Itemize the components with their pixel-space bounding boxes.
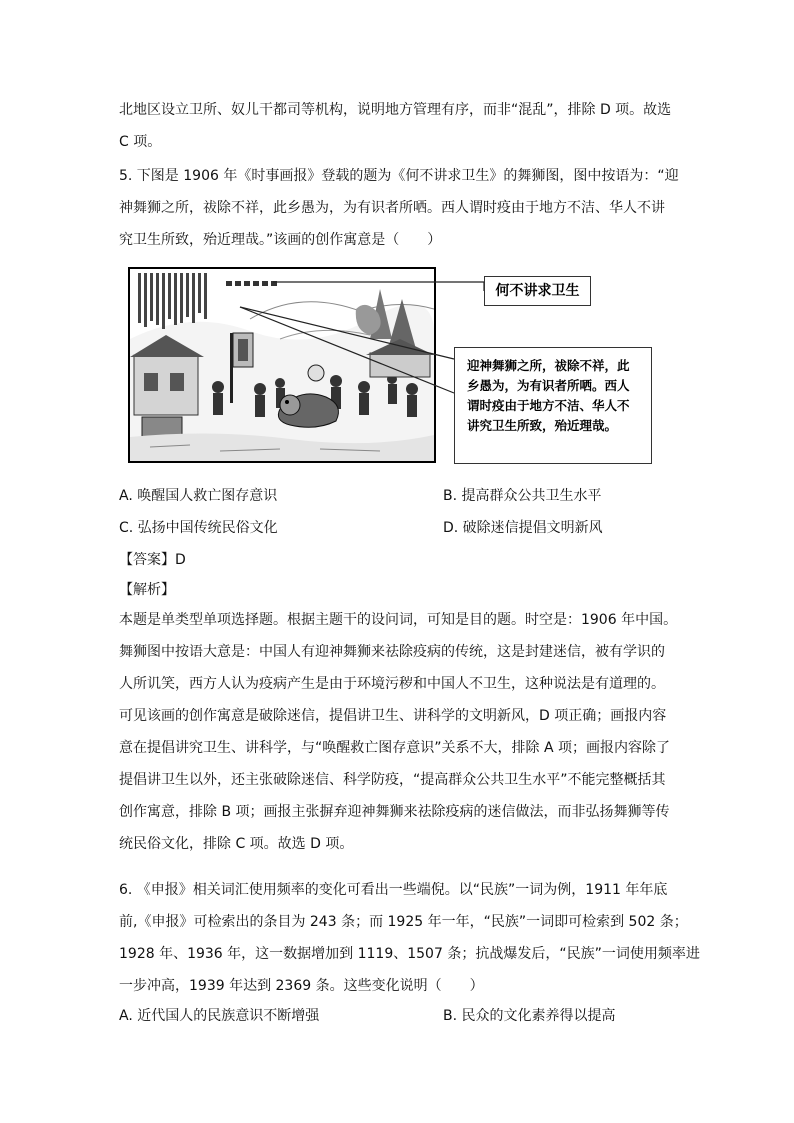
figure-note-line: 乡愚为，为有识者所哂。西人	[467, 378, 630, 393]
q5-option-c: C. 弘扬中国传统民俗文化	[119, 520, 278, 536]
q5-stem-line: 神舞狮之所，祓除不祥，此乡愚为，为有识者所哂。西人谓时疫由于地方不洁、华人不讲	[119, 200, 665, 216]
q5-analysis-line: 本题是单类型单项选择题。根据主题干的设问词，可知是目的题。时空是：1906 年中国。	[119, 612, 678, 628]
figure-note-line: 讲究卫生所致，殆近理哉。	[467, 418, 618, 433]
q5-option-d: D. 破除迷信提倡文明新风	[443, 520, 603, 536]
q5-analysis-line: 人所讥笑，西方人认为疫病产生是由于环境污秽和中国人不卫生，这种说法是有道理的。	[119, 676, 665, 692]
figure-title-callout: 何不讲求卫生	[484, 276, 591, 306]
q6-stem-line: 6. 《申报》相关词汇使用频率的变化可看出一些端倪。以“民族”一词为例，1911 年年底	[119, 882, 668, 898]
q5-analysis-line: 统民俗文化，排除 C 项。故选 D 项。	[119, 836, 354, 852]
q6-stem-line: 1928 年、1936 年，这一数据增加到 1119、1507 条；抗战爆发后，“民族”一词使用频率进	[119, 946, 700, 962]
q5-analysis-line: 舞狮图中按语大意是：中国人有迎神舞狮来祛除疫病的传统，这是封建迷信，被有学识的	[119, 644, 665, 660]
q5-stem-line: 究卫生所致，殆近理哉。”该画的创作寓意是（ ）	[119, 232, 442, 248]
q6-stem-line: 前,《申报》可检索出的条目为 243 条；而 1925 年一年，“民族”一词即可检索到 502 条；	[119, 914, 688, 930]
q5-analysis-line: 意在提倡讲究卫生、讲科学，与“唤醒救亡图存意识”关系不大，排除 A 项；画报内容除了	[119, 740, 670, 756]
q6-option-a: A. 近代国人的民族意识不断增强	[119, 1008, 320, 1024]
q5-option-b: B. 提高群众公共卫生水平	[443, 488, 602, 504]
q5-answer: 【答案】D	[119, 552, 186, 568]
figure-note-callout	[454, 347, 652, 464]
q5-analysis-line: 可见该画的创作寓意是破除迷信，提倡讲卫生、讲科学的文明新风，D 项正确；画报内容	[119, 708, 667, 724]
figure-note-line: 谓时疫由于地方不洁、华人不	[467, 398, 630, 413]
q5-option-a: A. 唤醒国人救亡图存意识	[119, 488, 278, 504]
q5-analysis-heading: 【解析】	[119, 582, 175, 598]
intro-line: C 项。	[119, 134, 162, 150]
intro-line: 北地区设立卫所、奴儿干都司等机构，说明地方管理有序，而非“混乱”，排除 D 项。故选	[119, 102, 672, 118]
q6-option-b: B. 民众的文化素养得以提高	[443, 1008, 616, 1024]
q6-stem-line: 一步冲高，1939 年达到 2369 条。这些变化说明（ ）	[119, 978, 484, 994]
lion-dance-figure	[128, 267, 652, 465]
q5-analysis-line: 提倡讲卫生以外，还主张破除迷信、科学防疫，“提高群众公共卫生水平”不能完整概括其	[119, 772, 666, 788]
q5-analysis-line: 创作寓意，排除 B 项；画报主张摒弃迎神舞狮来祛除疫病的迷信做法，而非弘扬舞狮等传	[119, 804, 670, 820]
q5-stem-line: 5. 下图是 1906 年《时事画报》登载的题为《何不讲求卫生》的舞狮图，图中按语为：“迎	[119, 168, 679, 184]
figure-note-line: 迎神舞狮之所，祓除不祥，此	[467, 358, 630, 373]
